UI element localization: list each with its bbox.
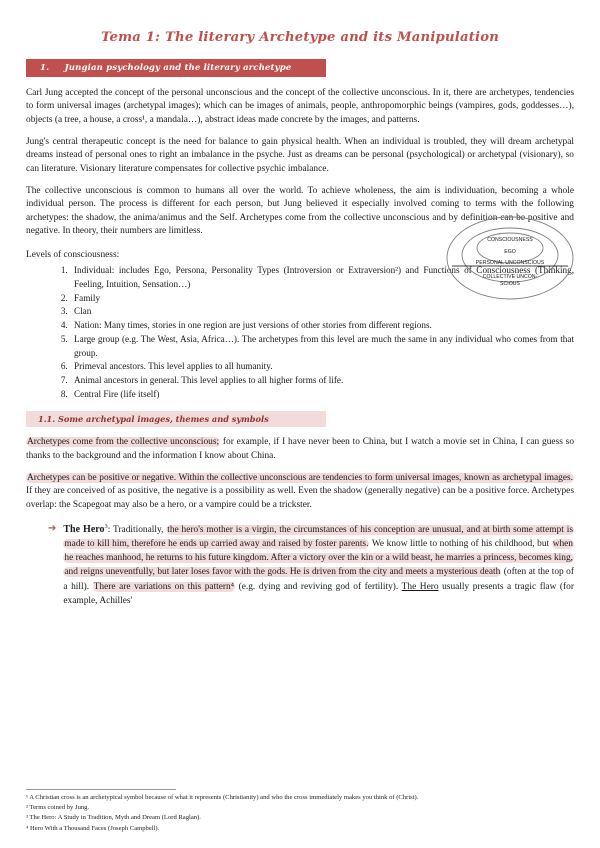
subsection-paragraph-2 (26, 472, 574, 512)
list-item: 7. Animal ancestors in general. This level applies to all higher forms of life. (70, 374, 574, 387)
highlight-text: Archetypes can be positive or negative. Within the collective unconscious are tendencies to form universal images, known as archetypal images. (27, 473, 573, 484)
highlight-text: when he reaches manhood, he returns to his future kingdom. After a victory over the kin or a wild beast, he marries a princess, becomes king, and reigns uneventfully, but later loses favor with the gods. He is driven from the city and meets a mysterious death (64, 539, 573, 578)
diagram-label-collective-unconscious: COLLECTIVE UNCON- (482, 274, 538, 280)
diagram-label-consciousness: CONSCIOUSNESS (487, 237, 533, 243)
hero-text-4: (e.g. dying and reviving god of fertility). (235, 581, 402, 592)
paragraph-text: If they are conceived of as positive, the negative is a possibility as well. Even the shadow (generally negative) can be a positive force. Archetypes overlap: the Scapegoat may also be a hero, or a vampire could be a trickster. (26, 486, 574, 510)
list-item: 8. Central Fire (life itself) (70, 388, 574, 401)
list-item: 1. Individual: includes Ego, Persona, Personality Types (Introversion or Extraversion²) and Functions of Consciousness (Thinking, Feeling, Intuition, Sensation…) (70, 264, 574, 291)
hero-bullet-block (26, 522, 574, 608)
diagram-label-personal-unconscious: PERSONAL UNCONSCIOUS (475, 260, 545, 266)
hero-paragraph (63, 522, 574, 608)
page-title: Tema 1: The literary Archetype and its Manipulation (101, 30, 499, 45)
diagram-label-scious: SCIOUS (500, 281, 520, 287)
subsection-heading: 1.1. Some archetypal images, themes and symbols (26, 411, 326, 427)
footnote-3: ³ The Hero: A Study in Tradition, Myth and Dream (Lord Raglan). (26, 814, 201, 822)
hero-text-2: We know little to nothing of his childhood, but (369, 539, 552, 550)
levels-label: Levels of consciousness: (26, 250, 120, 261)
psyche-diagram (444, 214, 576, 302)
section-heading (26, 59, 326, 77)
highlight-text: Archetypes come from the collective unconscious; (27, 437, 220, 448)
hero-text-5: usually presents a tragic flaw (for example, Achilles' (63, 581, 574, 606)
footnote-divider (26, 789, 176, 790)
section-label: Jungian psychology and the literary archetype (64, 63, 292, 73)
list-item: 6. Primeval ancestors. This level applies to all humanity. (70, 360, 574, 373)
list-item: 2. Family (70, 292, 574, 305)
hero-underlined-term: The Hero (401, 581, 439, 592)
paragraph-1: Carl Jung accepted the concept of the personal unconscious and the concept of the collective unconscious. In it, there are archetypes, tendencies to form universal images (archetypal images); which can be images of animals, people, anthropomorphic beings (vampires, gods, goddesses…), objects (a tree, a house, a cross¹, a mandala…), abstract ideas made concrete by the images, and patterns. (26, 88, 574, 125)
footnote-1: ¹ A Christian cross is an archetypical symbol because of what it represents (Christianity) and who the cross immediately makes you think of (Christ). (26, 793, 419, 801)
arrow-icon: ➔ (48, 523, 57, 535)
footnotes (26, 789, 574, 834)
paragraph-text: for example, if I have never been to China, but I watch a movie set in China, I can guess so thanks to the background and the information I know about China. (26, 437, 575, 461)
section-number: 1. (40, 63, 50, 73)
hero-text-1: : Traditionally, (107, 525, 167, 536)
highlight-text: the hero's mother is a virgin, the circumstances of his conception are unusual, and at birth some attempt is made to kill him, therefore he ends up carried away and raised by foster parents. (64, 525, 573, 550)
footnote-4: ⁴ Hero With a Thousand Faces (Joseph Campbell). (26, 824, 160, 832)
hero-title-footnote-ref: 3 (104, 522, 108, 530)
hero-title: The Hero (63, 524, 105, 536)
footnote-2: ² Terms coined by Jung. (26, 803, 90, 811)
paragraph-3: The collective unconscious is common to humans all over the world. To achieve wholeness, the aim is individuation, becoming a whole individual person. The process is different for each person, but Jung believed it especially involved coming to terms with the following archetypes: the shadow, the anima/animus and the Self. Archetypes come from the collective unconscious and by definition can be positive and negative. In theory, their numbers are limitless. (26, 186, 574, 237)
list-item: 4. Nation: Many times, stories in one region are just versions of other stories from different regions. (70, 319, 574, 332)
diagram-label-ego: EGO (504, 249, 516, 255)
hero-text-3: (often at the top of a hill). (63, 567, 574, 592)
list-item: 3. Clan (70, 305, 574, 318)
paragraph-2: Jung's central therapeutic concept is the need for balance to gain physical health. When an individual is troubled, they will dream archetypal dreams instead of personal ones to right an imbalance in the psyche. Just as dreams can be personal (psychological) or archetypal (visionary), so can literature. Visionary literature compensates for collective psychic imbalance. (26, 137, 574, 174)
subsection-paragraph-1 (26, 436, 574, 463)
list-item: 5. Large group (e.g. The West, Asia, Africa…). The archetypes from this level are much the same in any individual who comes from that group. (70, 333, 574, 360)
highlight-text: There are variations on this pattern⁴ (93, 581, 235, 592)
